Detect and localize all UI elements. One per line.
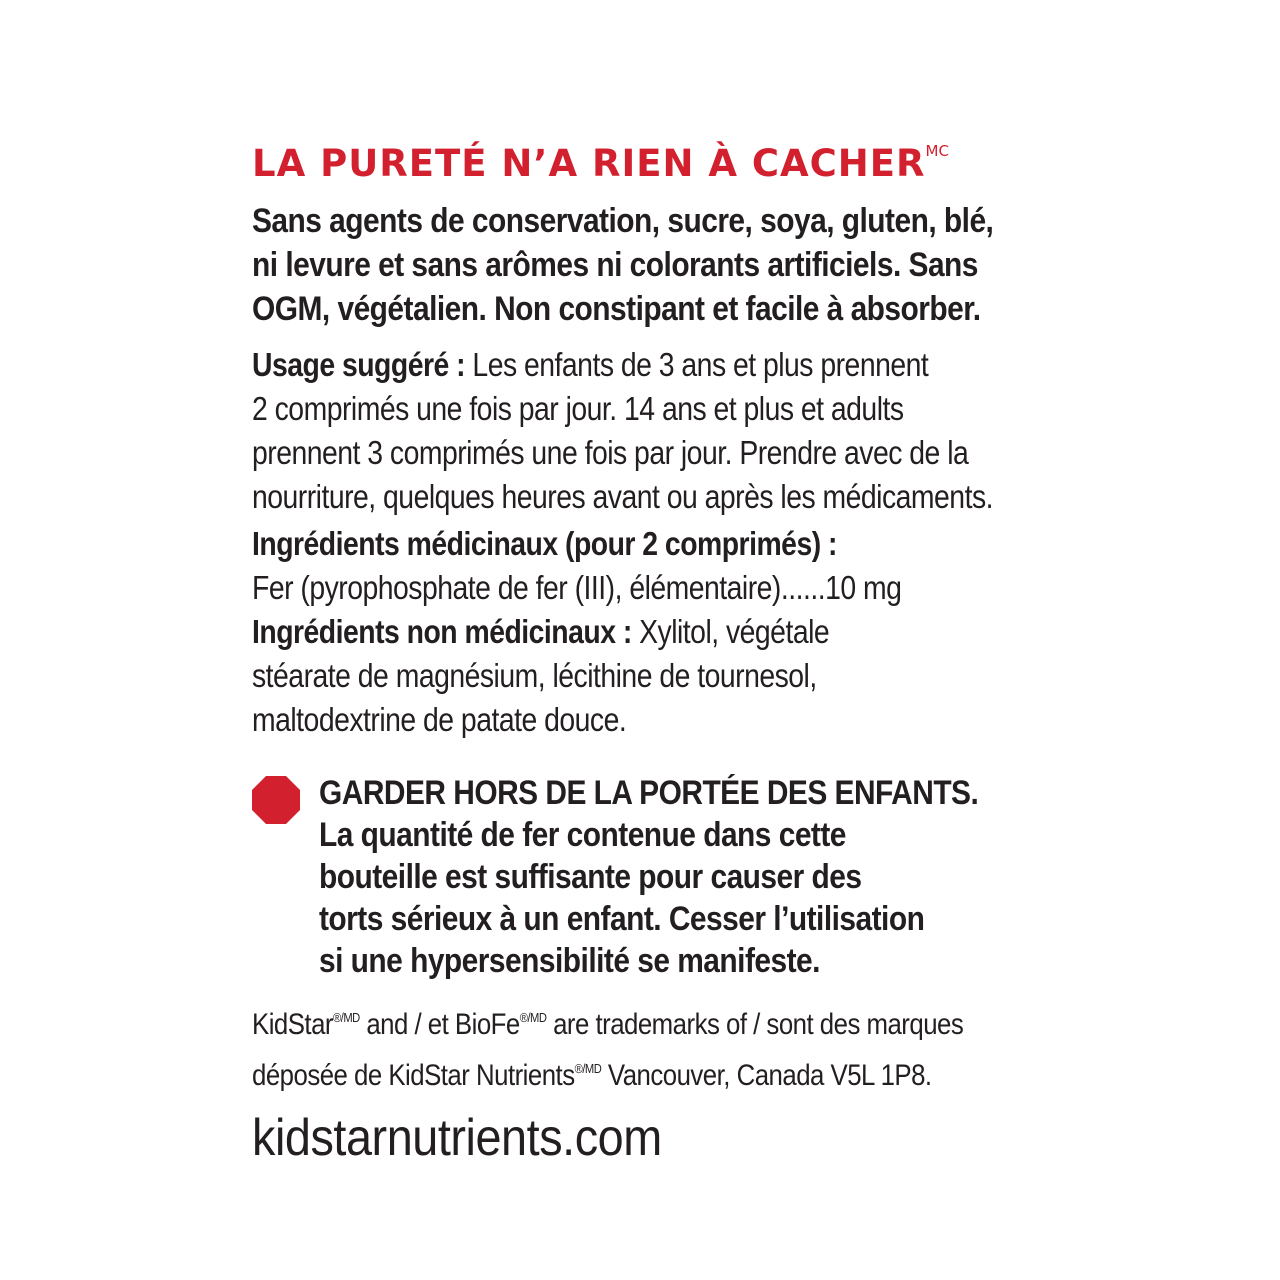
registered-mark: ®/MD [519, 1010, 547, 1025]
non-medicinal-text: stéarate de magnésium, lécithine de tournesol, [252, 657, 817, 694]
warning-line: torts sérieux à un enfant. Cesser l’utilisation [319, 900, 925, 938]
warning-line: GARDER HORS DE LA PORTÉE DES ENFANTS. [319, 774, 979, 812]
usage-text: prennent 3 comprimés une fois par jour. Prendre avec de la [252, 434, 969, 471]
warning-line: si une hypersensibilité se manifeste. [319, 942, 820, 980]
trademark-text: déposée de KidStar Nutrients [252, 1059, 575, 1092]
website-url: kidstarnutrients.com [252, 1109, 662, 1167]
medicinal-ingredients [252, 522, 1035, 610]
stop-sign-icon [252, 776, 300, 824]
usage-label: Usage suggéré : [252, 346, 466, 383]
registered-mark: ®/MD [333, 1010, 360, 1025]
usage-text: nourriture, quelques heures avant ou après les médicaments. [252, 478, 993, 515]
claims-line: Sans agents de conservation, sucre, soya, gluten, blé, [252, 202, 994, 240]
trademark-text: and / et BioFe [359, 1008, 520, 1041]
headline [252, 126, 1052, 189]
registered-mark: ®/MD [574, 1061, 602, 1076]
usage-text: 2 comprimés une fois par jour. 14 ans et plus et adults [252, 390, 904, 427]
claims-line: ni levure et sans arômes ni colorants artificiels. Sans [252, 246, 978, 284]
headline-text: LA PURETÉ N’A RIEN À CACHER [252, 142, 926, 185]
headline-trademark: MC [925, 142, 949, 160]
warning-line: La quantité de fer contenue dans cette [319, 816, 846, 854]
product-label [252, 126, 1052, 1168]
non-medicinal-label: Ingrédients non médicinaux : [252, 613, 632, 650]
non-medicinal-ingredients [252, 610, 1035, 742]
suggested-usage [252, 343, 1035, 519]
warning-line: bouteille est suffisante pour causer des [319, 858, 862, 896]
non-medicinal-text: maltodextrine de patate douce. [252, 701, 627, 738]
medicinal-item: Fer (pyrophosphate de fer (III), élémentaire)......10 mg [252, 569, 902, 606]
warning-text [319, 772, 1032, 982]
medicinal-title: Ingrédients médicinaux (pour 2 comprimés) : [252, 525, 837, 562]
trademark-text: Vancouver, Canada V5L 1P8. [601, 1059, 932, 1092]
trademark-notice [252, 996, 1035, 1098]
claims-line: OGM, végétalien. Non constipant et facile à absorber. [252, 290, 981, 328]
non-medicinal-text: Xylitol, végétale [631, 613, 830, 650]
trademark-text: are trademarks of / sont des marques [546, 1008, 964, 1041]
usage-text: Les enfants de 3 ans et plus prennent [465, 346, 929, 383]
warning-block [252, 772, 1052, 982]
trademark-brand: KidStar [252, 1008, 334, 1041]
product-claims [252, 199, 1035, 331]
